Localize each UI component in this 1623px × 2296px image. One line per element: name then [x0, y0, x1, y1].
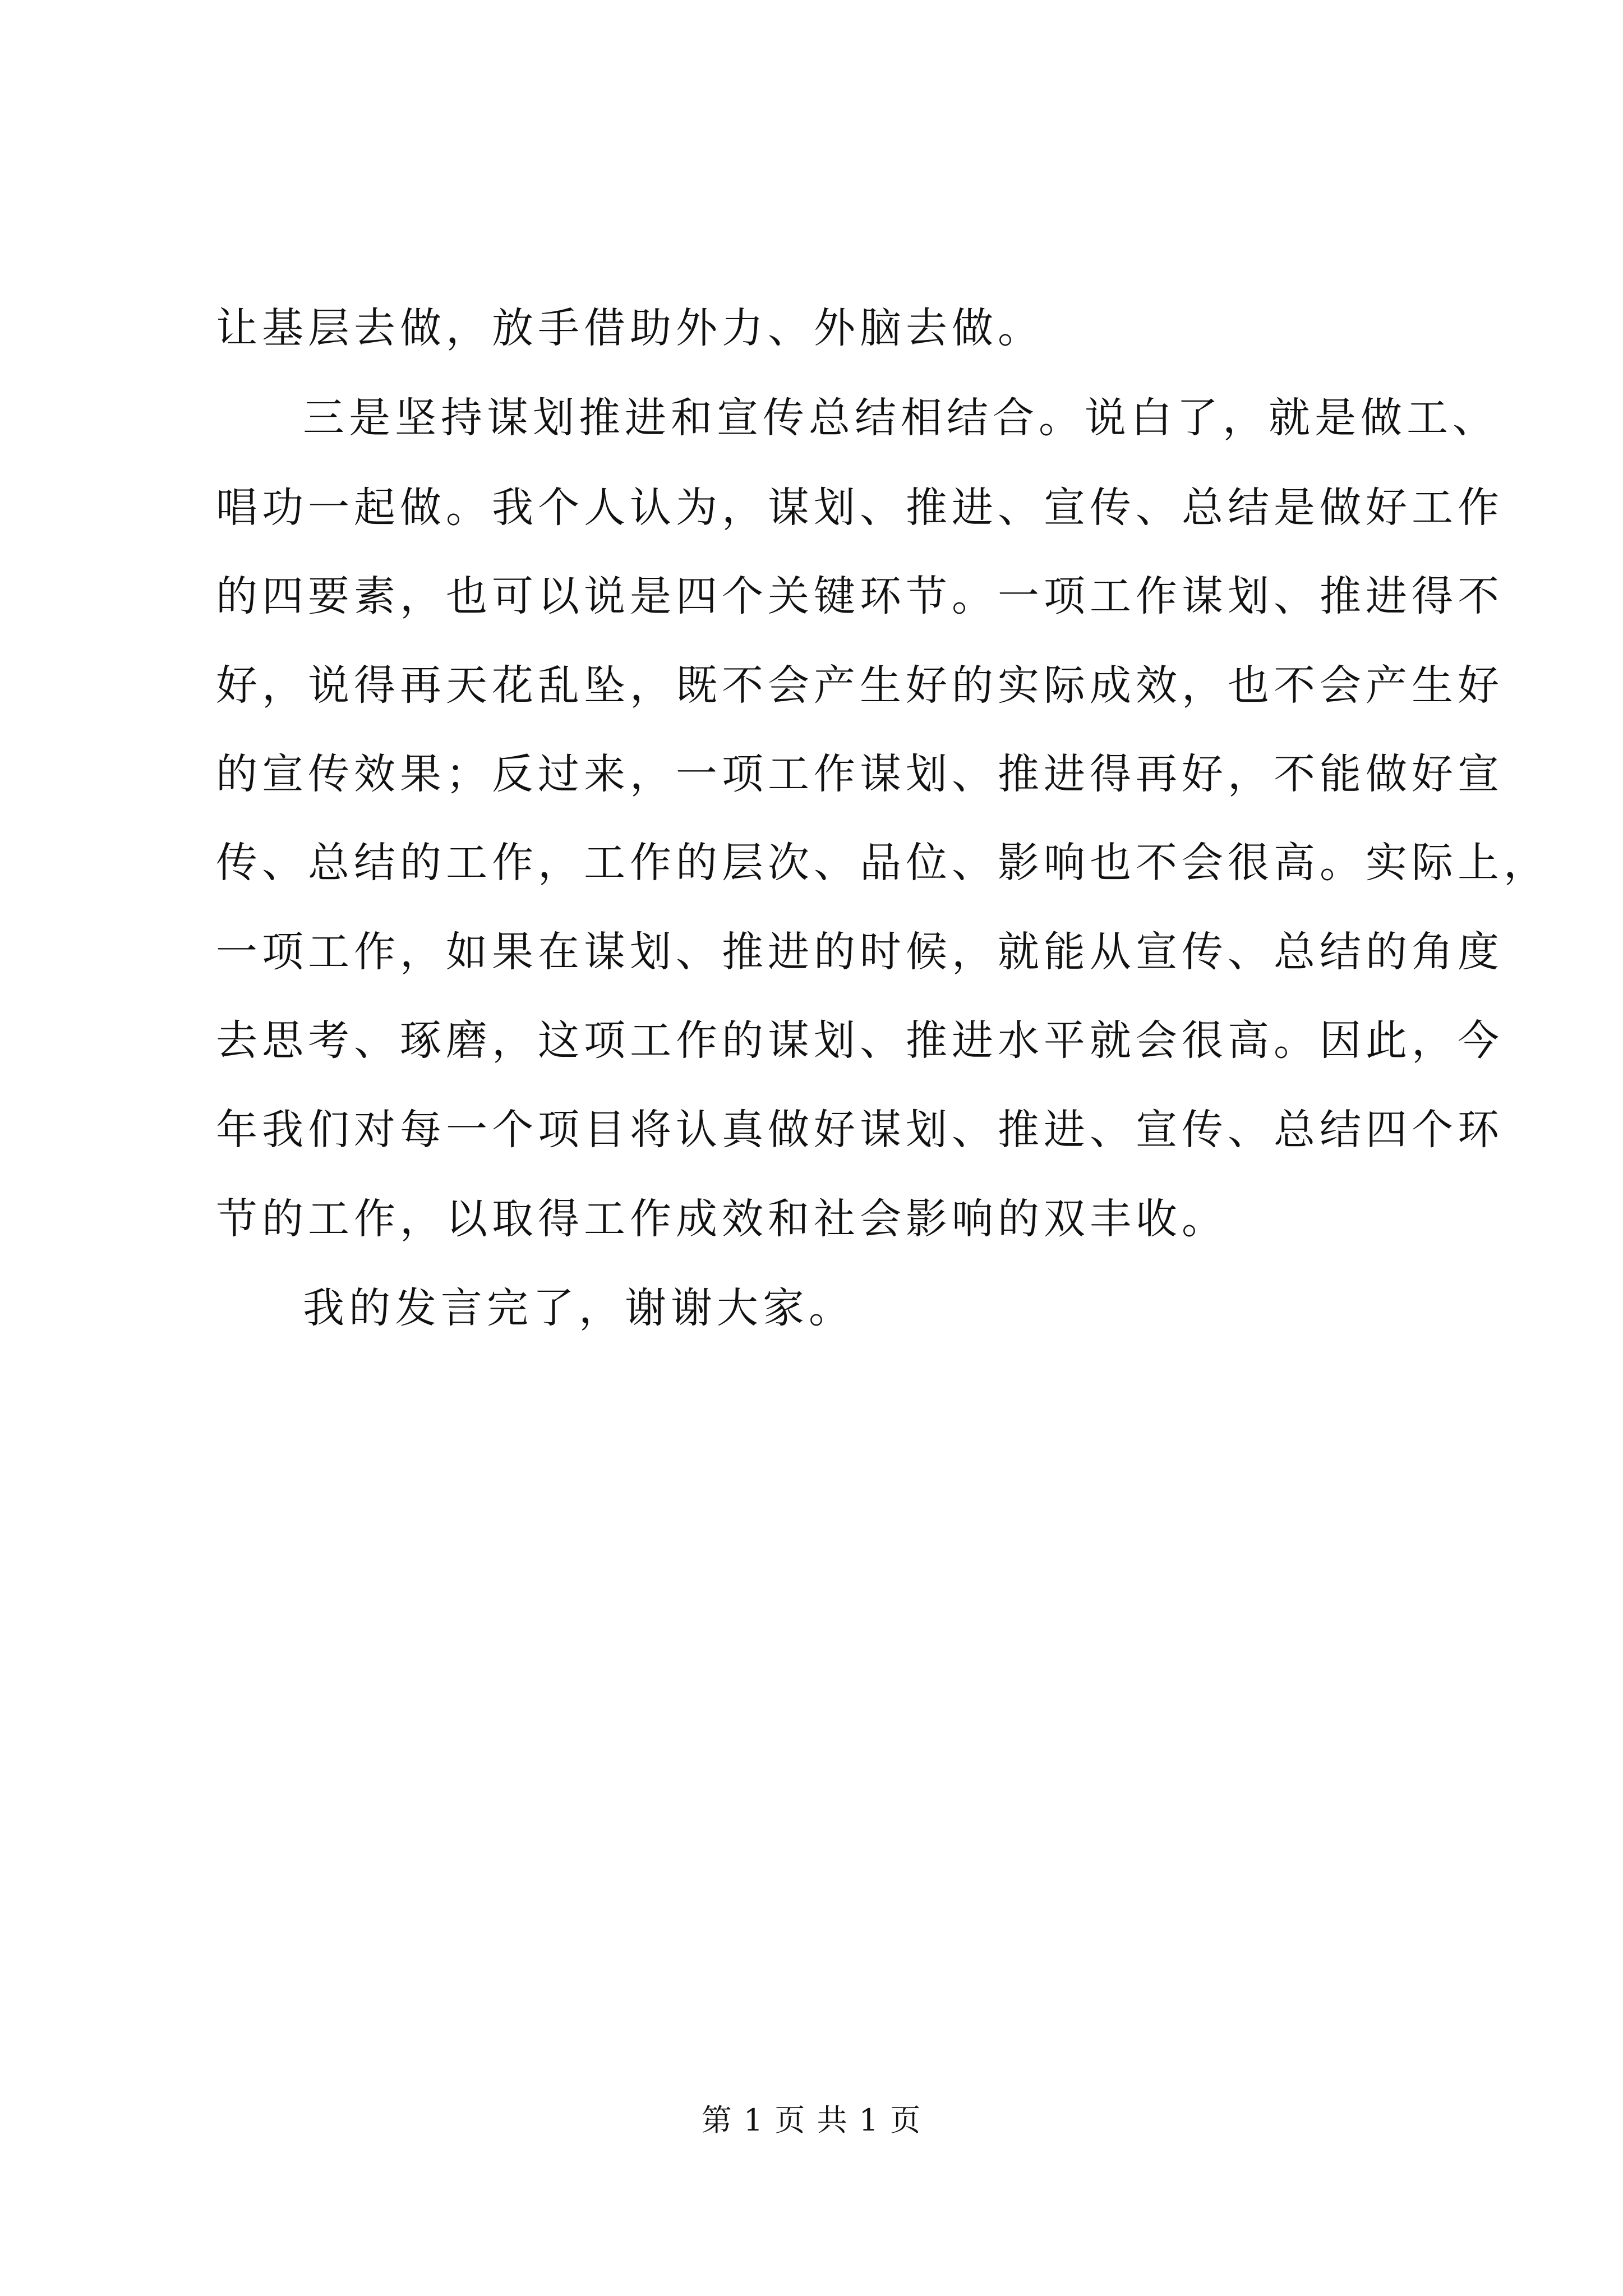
paragraph-first-line: 三是坚持谋划推进和宣传总结相结合。说白了，就是做工、: [303, 394, 1498, 442]
text-line: 唱功一起做。我个人认为，谋划、推进、宣传、总结是做好工作: [216, 484, 1504, 532]
text-line: 一项工作，如果在谋划、推进的时候，就能从宣传、总结的角度: [216, 928, 1504, 976]
page-footer: 第 1 页 共 1 页: [701, 2102, 922, 2138]
text-line: 年我们对每一个项目将认真做好谋划、推进、宣传、总结四个环: [216, 1106, 1504, 1154]
text-line: 节的工作，以取得工作成效和社会影响的双丰收。: [216, 1195, 1228, 1243]
text-line: 的宣传效果；反过来，一项工作谋划、推进得再好，不能做好宣: [216, 750, 1504, 798]
text-line: 的四要素，也可以说是四个关键环节。一项工作谋划、推进得不: [216, 572, 1504, 620]
paragraph-first-line: 我的发言完了，谢谢大家。: [303, 1284, 855, 1332]
text-line: 去思考、琢磨，这项工作的谋划、推进水平就会很高。因此，今: [216, 1016, 1504, 1065]
text-line: 传、总结的工作，工作的层次、品位、影响也不会很高。实际上，: [216, 839, 1550, 887]
text-line: 让基层去做，放手借助外力、外脑去做。: [216, 304, 1044, 352]
text-line: 好，说得再天花乱坠，既不会产生好的实际成效，也不会产生好: [216, 661, 1504, 710]
